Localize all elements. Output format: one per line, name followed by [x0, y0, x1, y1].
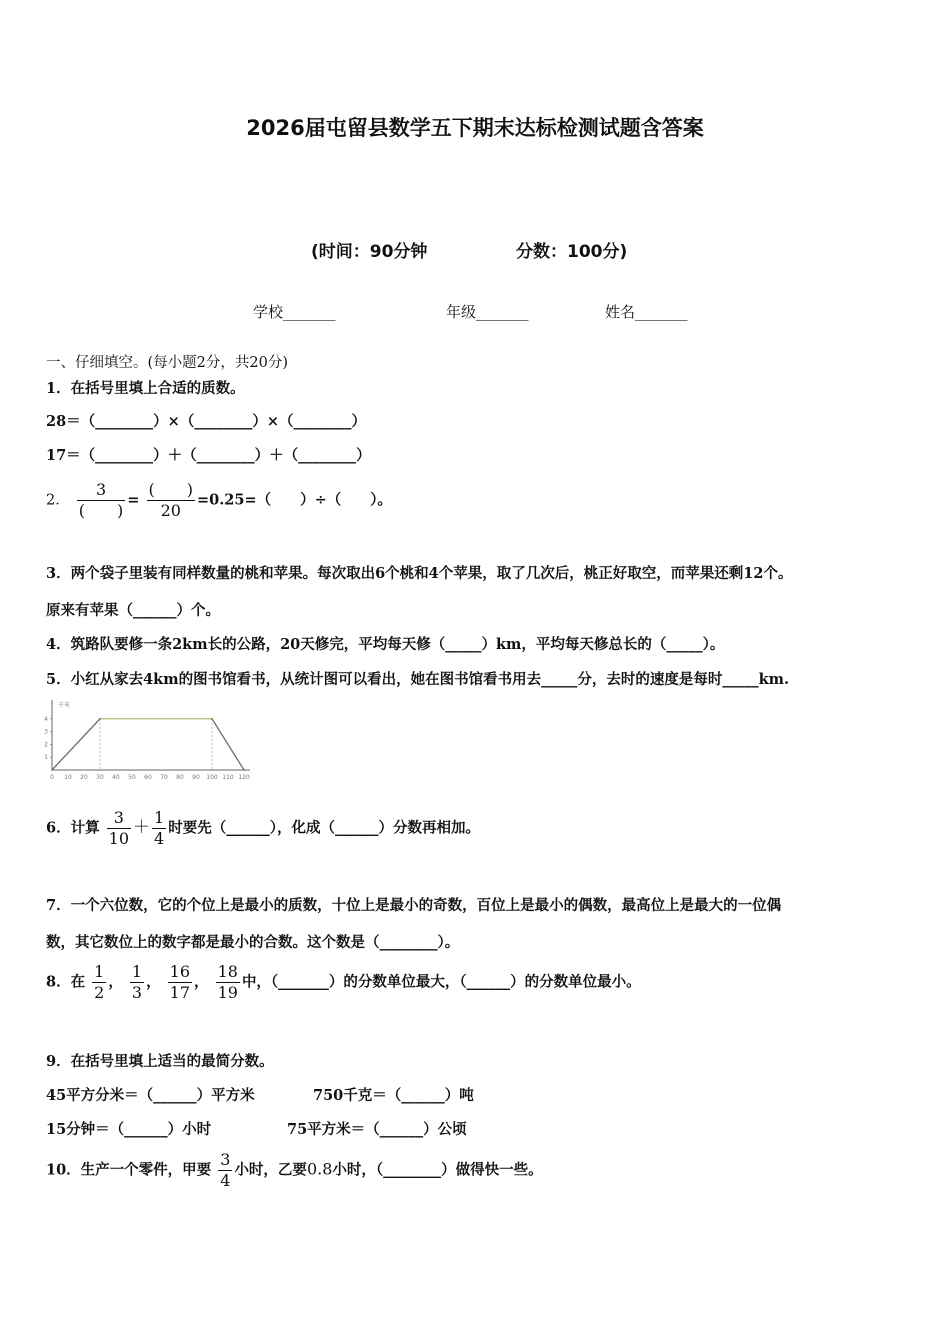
x-tick-label: 100: [206, 774, 218, 781]
x-tick-label: 40: [112, 774, 120, 781]
question-10: [46, 1152, 543, 1189]
question-6-suffix: 时要先（______），化成（______）分数再相加。: [168, 819, 480, 837]
school-field: 学校_______: [253, 303, 336, 321]
question-6-prefix: 6．计算: [46, 819, 100, 837]
separator: ，: [108, 973, 123, 991]
fraction-numerator: 3: [220, 1150, 231, 1169]
question-2-fraction-2: [147, 482, 196, 519]
fraction-denominator: 10: [108, 829, 130, 848]
data-point: [51, 769, 53, 771]
question-6-fraction-1: [107, 810, 131, 847]
question-7-line-1: 7．一个六位数，它的个位上是最小的质数，十位上是最小的奇数，百位上是最小的偶数，最高位上是最大的一位偶: [46, 897, 782, 914]
exam-time: (时间：90分钟: [311, 242, 428, 262]
y-axis-label: 千米: [58, 702, 71, 709]
question-1-row-2: 17＝（________）＋（________）＋（________）: [46, 447, 371, 464]
x-tick-label: 110: [222, 774, 234, 781]
section-heading: 一、仔细填空。(每小题2分，共20分): [46, 355, 288, 371]
question-6: [46, 810, 480, 847]
fraction-denominator: 3: [131, 983, 143, 1002]
fraction-numerator: 1: [94, 962, 105, 981]
question-1-row-1: 28＝（________）×（________）×（________）: [46, 413, 366, 430]
x-tick-label: 20: [80, 774, 88, 781]
data-point: [99, 718, 101, 720]
grade-field: 年级_______: [446, 303, 529, 321]
question-8-suffix: 中，（_______）的分数单位最大，（______）的分数单位最小。: [241, 973, 641, 991]
question-9-a: 45平方分米＝（______）平方米: [46, 1087, 255, 1104]
fraction-denominator: 17: [169, 983, 191, 1002]
fraction-numerator: 3: [113, 808, 124, 827]
question-6-fraction-2: [152, 810, 166, 847]
question-3-line-1: 3．两个袋子里装有同样数量的桃和苹果。每次取出6个桃和4个苹果，取了几次后，桃正好取空，而苹果还剩12个。: [46, 565, 793, 582]
distance-series-line: [52, 719, 244, 770]
fraction-denominator: ( ): [78, 501, 124, 520]
x-tick-label: 10: [64, 774, 72, 781]
x-tick-label: 70: [160, 774, 168, 781]
equals-sign: =: [127, 491, 140, 509]
question-8-fraction-1: [92, 964, 106, 1001]
data-point: [243, 769, 245, 771]
x-tick-label: 90: [192, 774, 200, 781]
question-2-rest: =0.25=（ ）÷（ ）。: [197, 491, 393, 509]
question-8-fraction-3: [168, 964, 192, 1001]
page-title: 2026届屯留县数学五下期末达标检测试题含答案: [246, 116, 704, 140]
fraction-numerator: 1: [131, 962, 143, 981]
question-10-suffix: 小时，（________）做得快一些。: [332, 1161, 543, 1179]
plus-sign: ＋: [133, 817, 151, 838]
question-2-fraction-1: [77, 482, 126, 519]
distance-time-chart: [44, 700, 254, 782]
name-field: 姓名_______: [605, 303, 688, 321]
question-2: [46, 482, 392, 519]
question-8: [46, 964, 641, 1001]
question-9-d: 75平方米＝（______）公顷: [287, 1121, 467, 1138]
question-8-prefix: 8．在: [46, 973, 86, 991]
question-7-line-2: 数，其它数位上的数字都是最小的合数。这个数是（________）。: [46, 934, 460, 951]
fraction-numerator: 18: [217, 962, 238, 981]
fraction-denominator: 4: [154, 829, 165, 848]
question-9: 9．在括号里填上适当的最简分数。: [46, 1053, 274, 1070]
question-5: 5．小红从家去4km的图书馆看书，从统计图可以看出，她在图书馆看书用去_____分，去时的速度是每时_____km.: [46, 671, 790, 688]
question-9-c: 15分钟＝（______）小时: [46, 1121, 212, 1138]
fraction-denominator: 20: [147, 500, 196, 519]
question-10-fraction: [218, 1152, 232, 1189]
exam-score: 分数：100分): [516, 242, 628, 262]
question-2-number: 2．: [46, 492, 70, 509]
data-point: [211, 718, 213, 720]
separator: ，: [146, 973, 161, 991]
question-8-fraction-4: [216, 964, 240, 1001]
fraction-denominator: 2: [94, 983, 105, 1002]
x-tick-label: 30: [96, 774, 104, 781]
y-tick-label: 3: [44, 728, 48, 736]
question-3-line-2: 原来有苹果（______）个。: [46, 602, 220, 619]
x-tick-label: 80: [176, 774, 184, 781]
x-tick-label: 120: [238, 774, 250, 781]
question-10-value: 0.8: [306, 1159, 333, 1179]
y-tick-label: 4: [44, 715, 48, 723]
question-4: 4．筑路队要修一条2km长的公路，20天修完，平均每天修（_____）km，平均每天修总长的（_____）。: [46, 636, 725, 653]
fraction-numerator: 3: [95, 480, 107, 499]
question-10-middle: 小时，乙要: [234, 1161, 307, 1179]
question-8-fraction-2: [130, 964, 144, 1001]
x-tick-label: 60: [144, 774, 152, 781]
x-tick-label: 0: [50, 774, 54, 781]
y-tick-label: 2: [44, 741, 48, 749]
x-tick-label: 50: [128, 774, 136, 781]
question-10-prefix: 10．生产一个零件，甲要: [46, 1161, 212, 1179]
separator: ，: [194, 973, 209, 991]
fraction-denominator: 4: [220, 1171, 231, 1190]
y-tick-label: 1: [44, 754, 48, 762]
fraction-numerator: 16: [169, 962, 191, 981]
fraction-numerator: 1: [154, 808, 165, 827]
question-9-b: 750千克＝（______）吨: [313, 1087, 474, 1104]
fraction-numerator: ( ): [148, 480, 194, 499]
fraction-denominator: 19: [217, 983, 238, 1002]
question-1: 1．在括号里填上合适的质数。: [46, 380, 245, 397]
